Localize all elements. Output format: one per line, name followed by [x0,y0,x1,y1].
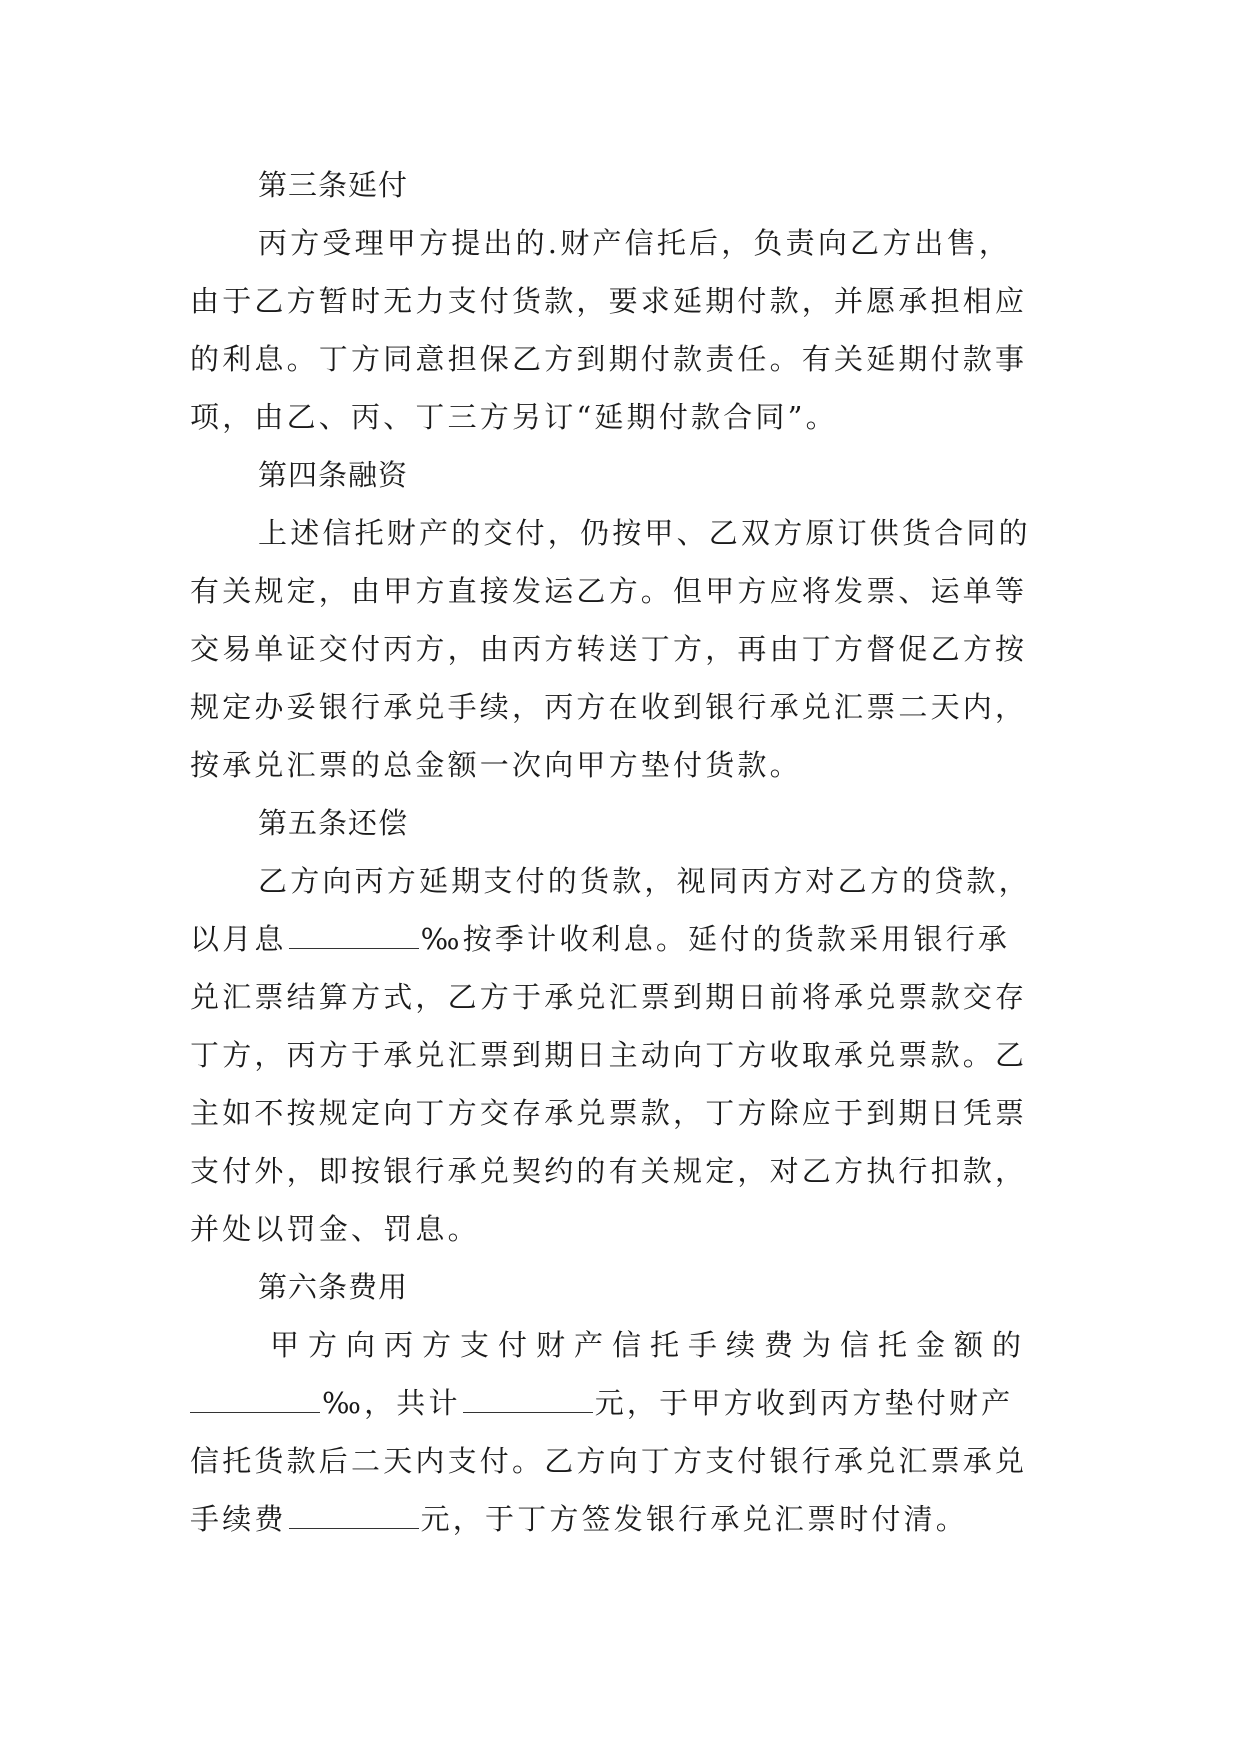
article-3-line-4: 项，由乙、丙、丁三方另订“延期付款合同”。 [190,400,838,434]
article-6-line-4-suffix: 元，于丁方签发银行承兑汇票时付清。 [420,1502,969,1536]
article-4-line-5: 按承兑汇票的总金额一次向甲方垫付货款。 [190,748,802,782]
monthly-interest-blank [289,926,419,949]
article-4-line-3: 交易单证交付丙方，由丙方转送丁方，再由丁方督促乙方按 [190,632,1028,666]
article-5-line-3: 兑汇票结算方式，乙方于承兑汇票到期日前将承兑票款交存 [190,980,1028,1014]
article-5-line-7: 并处以罚金、罚息。 [190,1212,480,1246]
article-5-line-4: 丁方，丙方于承兑汇票到期日主动向丁方收取承兑票款。乙 [190,1038,1028,1072]
article-6-line-1: 甲方向丙方支付财产信托手续费为信托金额的 [270,1328,1031,1362]
article-6-line-2-suffix: 元，于甲方收到丙方垫付财产 [594,1386,1014,1420]
article-5-line-2-suffix: ‰按季计收利息。延付的货款采用银行承 [420,922,1011,956]
article-6-line-2-mid: ‰，共计 [322,1386,461,1420]
article-3-heading: 第三条延付 [258,168,409,202]
article-6-line-3: 信托货款后二天内支付。乙方向丁方支付银行承兑汇票承兑 [190,1444,1028,1478]
article-4-line-2: 有关规定，由甲方直接发运乙方。但甲方应将发票、运单等 [190,574,1028,608]
article-3-line-3: 的利息。丁方同意担保乙方到期付款责任。有关延期付款事 [190,342,1028,376]
article-4-line-4: 规定办妥银行承兑手续，丙方在收到银行承兑汇票二天内， [190,690,1028,724]
document-body [190,156,1050,1548]
article-5-line-6: 支付外，即按银行承兑契约的有关规定，对乙方执行扣款， [190,1154,1028,1188]
article-4-heading: 第四条融资 [258,458,409,492]
fee-total-blank [463,1390,593,1413]
article-6-line-4-prefix: 手续费 [190,1502,287,1536]
article-5-line-5: 主如不按规定向丁方交存承兑票款，丁方除应于到期日凭票 [190,1096,1028,1130]
acceptance-fee-blank [289,1506,419,1529]
article-4-line-1: 上述信托财产的交付，仍按甲、乙双方原订供货合同的 [258,516,1031,550]
fee-rate-blank [190,1390,320,1413]
article-5-line-2 [190,910,1050,968]
article-3-line-1: 丙方受理甲方提出的.财产信托后，负责向乙方出售， [258,226,1012,260]
article-6-heading: 第六条费用 [258,1270,409,1304]
article-6-line-4 [190,1490,1050,1548]
article-5-line-1: 乙方向丙方延期支付的货款，视同丙方对乙方的贷款， [258,864,1031,898]
article-5-line-2-prefix: 以月息 [190,922,287,956]
article-5-heading: 第五条还偿 [258,806,409,840]
article-6-line-2 [190,1374,1050,1432]
article-3-line-2: 由于乙方暂时无力支付货款，要求延期付款，并愿承担相应 [190,284,1028,318]
